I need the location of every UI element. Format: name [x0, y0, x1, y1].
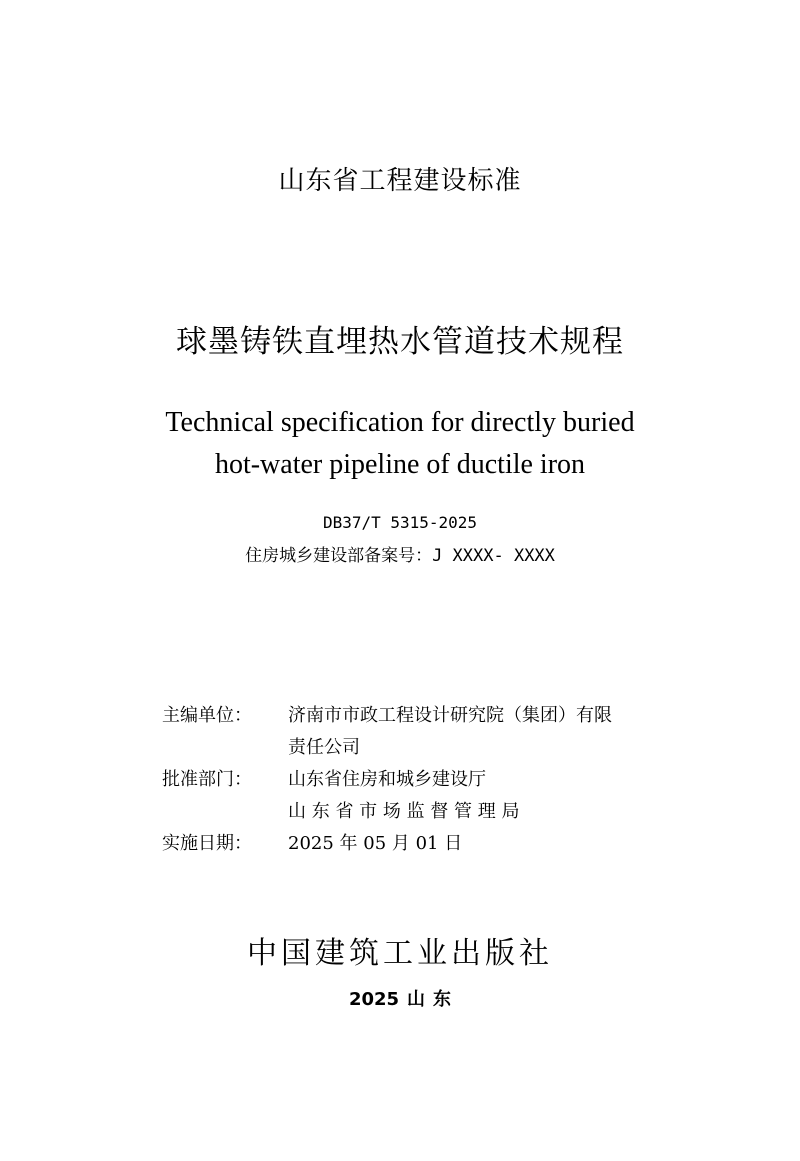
- editor-label: 主编单位：: [162, 705, 252, 726]
- editor-line-1: 济南市市政工程设计研究院（集团）有限: [288, 705, 612, 726]
- publisher-name: 中国建筑工业出版社: [247, 936, 553, 971]
- publication-place-1: 山: [407, 989, 426, 1010]
- title-english-line-1: Technical specification for directly buried: [165, 407, 635, 438]
- publication-place-2: 东: [433, 989, 452, 1010]
- title-english-line-2: hot-water pipeline of ductile iron: [214, 449, 586, 480]
- approval-line-2: 山 东 省 市 场 监 督 管 理 局: [288, 801, 520, 822]
- approval-line-1: 山东省住房和城乡建设厅: [288, 769, 486, 790]
- date-label: 实施日期：: [162, 833, 252, 854]
- editor-row: [162, 700, 688, 764]
- standard-type-heading: 山东省工程建设标准: [278, 166, 522, 196]
- approval-label: 批准部门：: [162, 769, 252, 790]
- date-value: 2025 年 05 月 01 日: [288, 833, 463, 854]
- editor-values: [288, 700, 688, 764]
- document-title-chinese: 球墨铸铁直埋热水管道技术规程: [176, 324, 624, 360]
- date-row: [162, 828, 688, 860]
- publication-year-place: [0, 985, 800, 1011]
- editor-line-2: 责任公司: [288, 737, 360, 758]
- standard-number: DB37/T 5315-2025: [322, 513, 478, 532]
- document-title-english: [0, 402, 800, 486]
- approval-row: [162, 764, 688, 828]
- approval-values: [288, 764, 688, 828]
- publication-year: 2025: [348, 989, 400, 1010]
- filing-number: 住房城乡建设部备案号：J XXXX- XXXX: [245, 546, 555, 566]
- publication-info: [162, 700, 688, 860]
